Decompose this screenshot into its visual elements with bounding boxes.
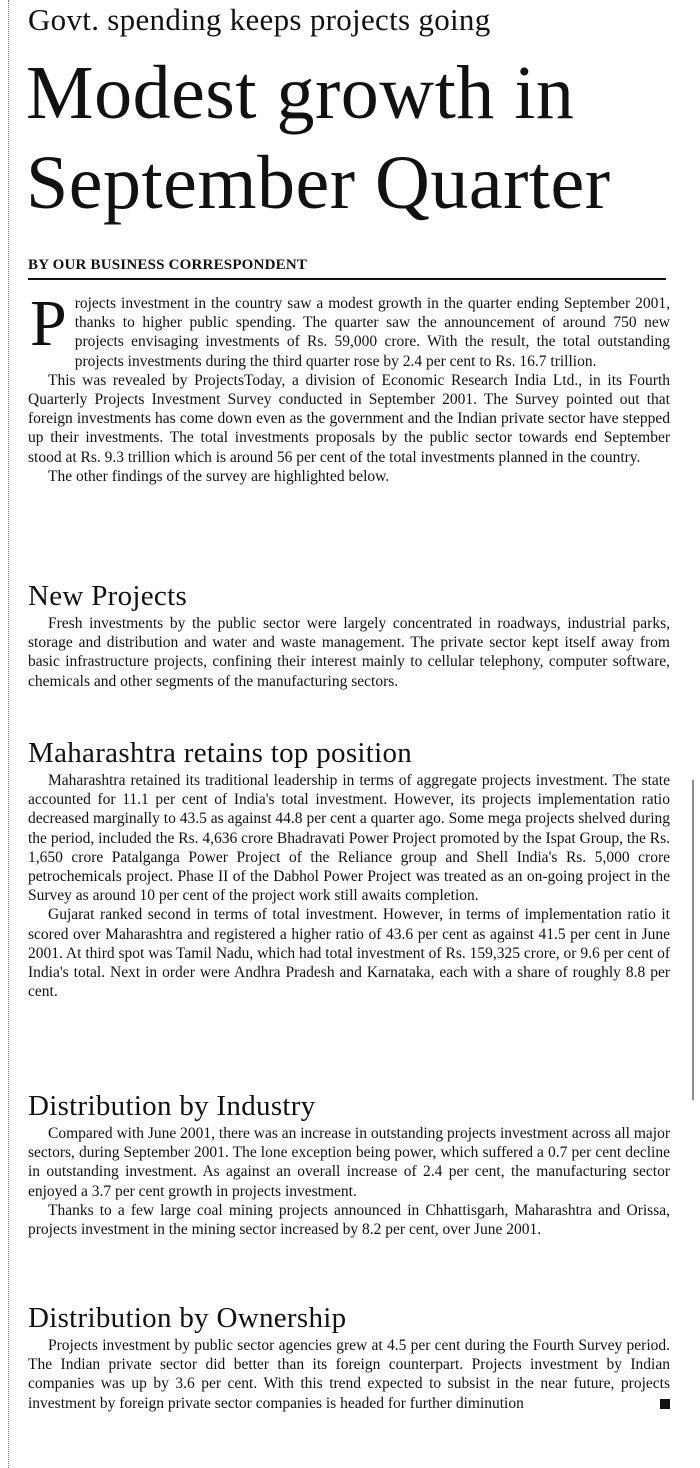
right-margin-mark (692, 780, 694, 1100)
section-heading: Distribution by Industry (28, 1090, 316, 1122)
intro-paragraph-3: The other findings of the survey are highlighted below. (48, 467, 390, 485)
section-paragraph: Fresh investments by the public sector were largely concentrated in roadways, industrial parks, storage and distribution and water and waste management. The private sector kept itself away from basic infrastructure projects, confining their interest mainly to cellular telephony, computer software, chemicals and other segments of the manufacturing sectors. (28, 615, 670, 690)
section-distribution-industry (28, 1090, 670, 1239)
section-paragraph: Compared with June 2001, there was an increase in outstanding projects investment across all major sectors, during September 2001. The lone exception being power, which suffered a 0.7 per cent decline in outstanding investment. As against an overall increase of 2.4 per cent, the manufacturing sector enjoyed a 3.7 per cent growth in projects investment. (28, 1125, 670, 1200)
drop-cap: P (30, 287, 67, 360)
intro-paragraph-1-text: rojects investment in the country saw a modest growth in the quarter ending September 2001, thanks to higher public spending. The quarter saw the announcement of around 750 new projects envisaging investments of Rs. 59,000 crore. With the result, the total outstanding projects investments during the third quarter rose by 2.4 per cent to Rs. 16.7 trillion. (74, 295, 670, 370)
section-paragraph: Thanks to a few large coal mining projects announced in Chhattisgarh, Maharashtra and Orissa, projects investment in the mining sector increased by 8.2 per cent, over June 2001. (28, 1201, 670, 1239)
byline: BY OUR BUSINESS CORRESPONDENT (28, 257, 308, 273)
kicker: Govt. spending keeps projects going (28, 2, 491, 37)
section-new-projects (28, 580, 670, 691)
section-paragraph: Gujarat ranked second in terms of total investment. However, in terms of implementation ratio it scored over Maharashtra and registered a higher ratio of 43.6 per cent as against 41.5 per cent in June 2001. At third spot was Tamil Nadu, which had total investment of Rs. 159,325 crore, or 9.6 per cent of India's total. Next in order were Andhra Pradesh and Karnataka, each with a share of roughly 8.8 per cent. (28, 906, 670, 1001)
section-paragraph-text: Projects investment by public sector agencies grew at 4.5 per cent during the Fourth Survey period. The Indian private sector did better than its foreign counterpart. Projects investment by Indian companies was up by 3.6 per cent. With this trend expected to subsist in the near future, projects investment by foreign private sector companies is headed for further diminution (28, 1337, 670, 1412)
section-paragraph (28, 1336, 670, 1413)
left-margin-rule (8, 0, 10, 1468)
section-maharashtra (28, 737, 670, 1001)
headline: Modest growth in September Quarter (26, 51, 611, 225)
section-paragraph: Maharashtra retained its traditional leadership in terms of aggregate projects investment. The state accounted for 11.1 per cent of India's total investment. However, its projects implementation ratio decreased marginally to 43.5 as against 44.8 per cent a quarter ago. Some mega projects shelved during the period, included the Rs. 4,636 crore Bhadravati Power Project promoted by the Ispat Group, the Rs. 1,650 crore Patalganga Power Project of the Reliance group and Shell India's Rs. 5,000 crore petrochemicals project. Phase II of the Dabhol Power Project was treated as an on-going project in the Survey as around 10 per cent of the project work still awaits completion. (28, 772, 670, 905)
section-heading: New Projects (28, 580, 188, 612)
intro (28, 287, 670, 486)
intro-paragraph-1 (28, 287, 670, 371)
byline-rule (28, 278, 666, 280)
section-distribution-ownership (28, 1302, 670, 1413)
end-of-article-mark (660, 1399, 670, 1409)
section-heading: Distribution by Ownership (28, 1302, 347, 1334)
section-heading: Maharashtra retains top position (28, 737, 413, 769)
intro-paragraph-2: This was revealed by ProjectsToday, a division of Economic Research India Ltd., in its Fourth Quarterly Projects Investment Survey conducted in September 2001. The Survey pointed out that foreign investments has come down even as the government and the Indian private sector have stepped up their investments. The total investments proposals by the public sector towards end September stood at Rs. 9.3 trillion which is around 56 per cent of the total investments planned in the country. (28, 371, 670, 466)
